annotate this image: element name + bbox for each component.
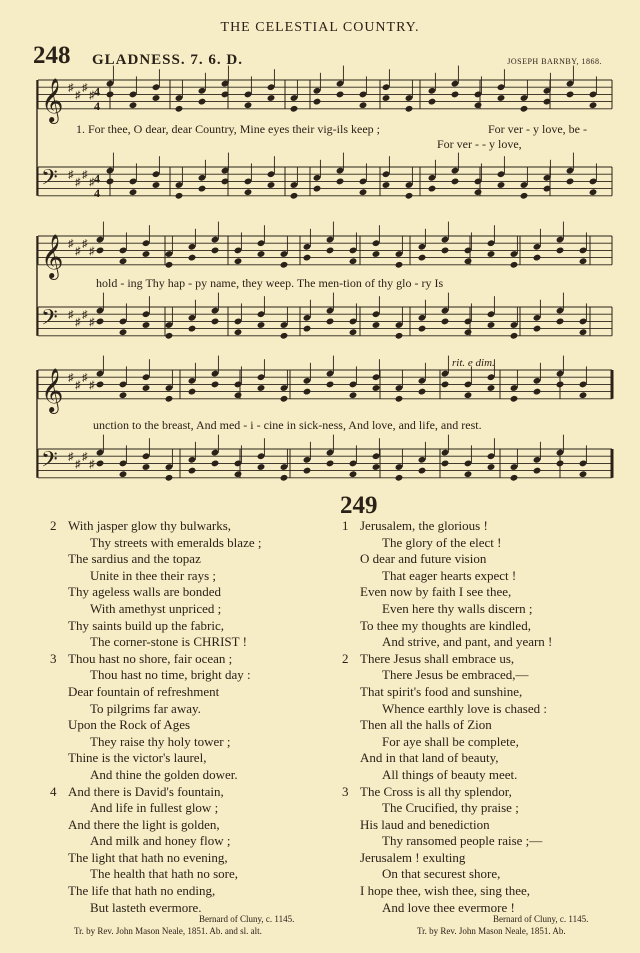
verse-line: [342, 784, 552, 801]
verse-line: [342, 535, 552, 552]
note-head: [234, 470, 243, 478]
verse-text: Thy saints build up the fabric,: [68, 617, 224, 633]
note-head: [165, 474, 174, 482]
note-head: [497, 181, 506, 189]
sharp-icon: ♯: [89, 379, 95, 392]
note-head: [119, 470, 128, 478]
note-head: [280, 474, 289, 482]
verse-line: [342, 684, 552, 701]
verse-line: [342, 833, 552, 850]
verse-line: [342, 601, 552, 618]
verse-line: [342, 618, 552, 635]
verse-line: [50, 817, 261, 834]
verse-line: [342, 850, 552, 867]
note-head: [267, 181, 276, 189]
note-head: [510, 395, 519, 403]
note-head: [349, 328, 358, 336]
note-head: [533, 388, 542, 396]
verse-line: [50, 684, 261, 701]
note-head: [474, 188, 483, 196]
note-head: [359, 101, 368, 109]
sharp-icon: ♯: [75, 316, 81, 329]
verse-line: [50, 734, 261, 751]
note-head: [579, 328, 588, 336]
note-head: [336, 91, 345, 99]
verse-number: 3: [342, 783, 349, 799]
verse-line: [342, 817, 552, 834]
note-head: [280, 395, 289, 403]
verse-line: [50, 883, 261, 900]
note-head: [405, 105, 414, 113]
verse-text: With jasper glow thy bulwarks,: [68, 518, 232, 533]
note-head: [188, 467, 197, 475]
note-head: [119, 257, 128, 265]
verse-text: To thee my thoughts are kindled,: [360, 617, 531, 633]
note-head: [290, 105, 299, 113]
verse-text: But lasteth evermore.: [90, 899, 202, 915]
verse-text: Even now by faith I see thee,: [360, 584, 512, 600]
note-head: [487, 250, 496, 258]
author-credit-249: Bernard of Cluny, c. 1145.: [493, 914, 589, 924]
verse-text: The glory of the elect !: [382, 534, 502, 550]
verse-line: [50, 551, 261, 568]
sharp-icon: ♯: [75, 458, 81, 471]
note-head: [142, 463, 151, 471]
note-head: [303, 467, 312, 475]
note-head: [257, 384, 266, 392]
verse-text: Unite in thee their rays ;: [90, 567, 216, 583]
note-head: [474, 101, 483, 109]
note-head: [395, 474, 404, 482]
sharp-icon: ♯: [82, 451, 88, 464]
sharp-icon: ♯: [82, 309, 88, 322]
note-head: [142, 321, 151, 329]
sharp-icon: ♯: [68, 372, 74, 385]
sharp-icon: ♯: [68, 238, 74, 251]
note-head: [234, 257, 243, 265]
note-head: [556, 460, 565, 468]
note-head: [464, 257, 473, 265]
note-head: [211, 247, 220, 255]
note-head: [464, 328, 473, 336]
treble-clef-icon: 𝄞: [41, 77, 64, 122]
note-head: [441, 460, 450, 468]
note-head: [372, 384, 381, 392]
verse-text: And thine the golden dower.: [90, 766, 238, 782]
note-head: [313, 98, 322, 106]
note-head: [326, 247, 335, 255]
verse-text: Thine is the victor's laurel,: [68, 750, 207, 766]
note-head: [129, 101, 138, 109]
verse-text: The Cross is all thy splendor,: [360, 783, 512, 799]
sharp-icon: ♯: [82, 169, 88, 182]
verse-number: 1: [342, 518, 349, 533]
note-head: [211, 381, 220, 389]
sharp-icon: ♯: [82, 82, 88, 95]
verse-text: There Jesus be embraced,—: [382, 667, 529, 683]
verse-line: [50, 767, 261, 784]
verse-text: Jerusalem, the glorious !: [360, 518, 488, 533]
note-head: [487, 463, 496, 471]
verse-text: Dear fountain of refreshment: [68, 683, 220, 699]
note-head: [119, 391, 128, 399]
note-head: [451, 91, 460, 99]
verse-line: [50, 750, 261, 767]
note-head: [290, 192, 299, 200]
note-head: [234, 391, 243, 399]
lyric-line-3: unction to the breast, And med - i - cine in sick-ness, And love, and life, and rest.: [93, 418, 482, 432]
note-head: [441, 318, 450, 326]
note-head: [211, 460, 220, 468]
verse-line: [342, 667, 552, 684]
note-head: [165, 395, 174, 403]
hymn-number-248: 248: [33, 42, 71, 69]
verse-line: [342, 634, 552, 651]
verse-number: 2: [50, 518, 57, 533]
verse-text: On that securest shore,: [382, 866, 501, 882]
note-head: [96, 460, 105, 468]
verse-line: [50, 535, 261, 552]
note-head: [129, 188, 138, 196]
note-head: [106, 178, 115, 186]
note-head: [497, 94, 506, 102]
note-head: [326, 318, 335, 326]
verse-text: The Crucified, thy praise ;: [382, 800, 519, 816]
tune-name: GLADNESS. 7. 6. D.: [92, 52, 243, 68]
verse-text: The corner-stone is CHRIST !: [90, 634, 247, 650]
verse-number: 2: [342, 650, 349, 666]
verse-line: [50, 850, 261, 867]
note-head: [336, 178, 345, 186]
note-head: [326, 381, 335, 389]
note-head: [510, 261, 519, 269]
verse-text: Thou hast no time, bright day :: [90, 667, 251, 683]
note-head: [520, 105, 529, 113]
sharp-icon: ♯: [82, 372, 88, 385]
note-head: [280, 332, 289, 340]
verse-line: [342, 551, 552, 568]
verse-text: That spirit's food and sunshine,: [360, 683, 523, 699]
note-head: [428, 98, 437, 106]
note-head: [372, 250, 381, 258]
verse-text: All things of beauty meet.: [382, 766, 518, 782]
verse-text: His laud and benediction: [360, 816, 490, 832]
verse-text: Jerusalem ! exulting: [360, 849, 466, 865]
note-head: [464, 391, 473, 399]
verse-text: The sardius and the topaz: [68, 551, 201, 567]
treble-clef-icon: 𝄞: [41, 233, 64, 278]
verse-text: The light that hath no evening,: [68, 849, 228, 865]
note-head: [257, 321, 266, 329]
note-head: [487, 321, 496, 329]
note-head: [234, 328, 243, 336]
note-head: [395, 395, 404, 403]
note-head: [257, 463, 266, 471]
verse-text: To pilgrims far away.: [90, 700, 201, 716]
verse-line: [50, 667, 261, 684]
note-head: [382, 94, 391, 102]
note-head: [428, 185, 437, 193]
note-head: [175, 105, 184, 113]
note-head: [556, 381, 565, 389]
note-head: [359, 188, 368, 196]
note-head: [198, 185, 207, 193]
verse-line: [342, 518, 552, 535]
verse-line: [50, 518, 261, 535]
verse-line: [342, 717, 552, 734]
sharp-icon: ♯: [75, 89, 81, 102]
lyric-line-1c: For ver - - y love,: [437, 137, 522, 151]
verse-text: Thy ageless walls are bonded: [68, 584, 222, 600]
verse-text: Whence earthly love is chased :: [382, 700, 547, 716]
note-head: [372, 463, 381, 471]
verse-text: And there is David's fountain,: [68, 783, 224, 799]
sharp-icon: ♯: [82, 238, 88, 251]
note-head: [142, 384, 151, 392]
sharp-icon: ♯: [89, 245, 95, 258]
verse-line: [50, 584, 261, 601]
note-head: [579, 257, 588, 265]
note-head: [175, 192, 184, 200]
note-head: [510, 474, 519, 482]
sharp-icon: ♯: [89, 458, 95, 471]
verse-text: I hope thee, wish thee, sing thee,: [360, 883, 531, 899]
lyric-line-1a: 1. For thee, O dear, dear Country, Mine eyes their vig-ils keep ;: [76, 122, 380, 136]
page-title: THE CELESTIAL COUNTRY.: [220, 20, 420, 35]
verse-line: [342, 883, 552, 900]
verse-text: Then all the halls of Zion: [360, 717, 492, 733]
note-head: [96, 381, 105, 389]
note-head: [418, 388, 427, 396]
lyric-line-1b: For ver - y love, be -: [488, 122, 587, 136]
note-head: [487, 384, 496, 392]
note-head: [188, 254, 197, 262]
time-signature: 4: [94, 185, 100, 200]
note-head: [152, 94, 161, 102]
verse-line: [50, 601, 261, 618]
author-credit-248: Bernard of Cluny, c. 1145.: [199, 914, 295, 924]
note-head: [211, 318, 220, 326]
treble-clef-icon: 𝄞: [41, 367, 64, 412]
verse-text: That eager hearts expect !: [382, 567, 517, 583]
note-head: [303, 254, 312, 262]
verses-hymn-248: [50, 518, 261, 916]
note-head: [533, 254, 542, 262]
note-head: [464, 470, 473, 478]
hymn-number-249: 249: [340, 492, 378, 519]
time-signature: 4: [94, 98, 100, 113]
verse-line: [342, 651, 552, 668]
tempo-marking: rit. e dim.: [452, 357, 495, 369]
verse-line: [50, 634, 261, 651]
note-head: [198, 98, 207, 106]
sharp-icon: ♯: [89, 89, 95, 102]
bass-clef-icon: 𝄢: [41, 447, 58, 478]
note-head: [451, 178, 460, 186]
verse-line: [342, 767, 552, 784]
verse-line: [50, 568, 261, 585]
note-head: [372, 321, 381, 329]
note-head: [533, 467, 542, 475]
verse-line: [342, 800, 552, 817]
sharp-icon: ♯: [89, 316, 95, 329]
note-head: [418, 254, 427, 262]
note-head: [349, 391, 358, 399]
time-signature: 4: [94, 171, 100, 186]
verse-line: [50, 618, 261, 635]
note-head: [579, 391, 588, 399]
sharp-icon: ♯: [89, 176, 95, 189]
note-head: [418, 467, 427, 475]
bass-clef-icon: 𝄢: [41, 305, 58, 336]
sharp-icon: ♯: [68, 169, 74, 182]
note-head: [520, 192, 529, 200]
note-head: [566, 178, 575, 186]
verse-line: [50, 717, 261, 734]
verse-line: [50, 833, 261, 850]
verse-text: And milk and honey flow ;: [90, 833, 231, 849]
verse-text: The life that hath no ending,: [68, 883, 216, 899]
note-head: [566, 91, 575, 99]
verse-line: [50, 866, 261, 883]
verses-hymn-249: [342, 518, 552, 916]
note-head: [244, 101, 253, 109]
verse-text: O dear and future vision: [360, 551, 487, 567]
verse-text: And in that land of beauty,: [360, 750, 499, 766]
note-head: [349, 470, 358, 478]
note-head: [165, 261, 174, 269]
composer-credit: JOSEPH BARNBY, 1868.: [507, 57, 602, 66]
verse-line: [50, 651, 261, 668]
note-head: [556, 318, 565, 326]
verse-text: There Jesus shall embrace us,: [360, 650, 515, 666]
verse-line: [342, 734, 552, 751]
note-head: [418, 325, 427, 333]
verse-text: With amethyst unpriced ;: [90, 600, 222, 616]
note-head: [441, 381, 450, 389]
note-head: [382, 181, 391, 189]
note-head: [152, 181, 161, 189]
note-head: [257, 250, 266, 258]
verse-line: [342, 584, 552, 601]
note-head: [556, 247, 565, 255]
bass-clef-icon: 𝄢: [41, 165, 58, 196]
note-head: [303, 325, 312, 333]
verse-text: They raise thy holy tower ;: [90, 733, 231, 749]
note-head: [349, 257, 358, 265]
note-head: [510, 332, 519, 340]
lyric-line-2: hold - ing Thy hap - py name, they weep. The men-tion of thy glo - ry Is: [96, 276, 444, 290]
sharp-icon: ♯: [75, 245, 81, 258]
verse-line: [50, 800, 261, 817]
verse-text: And strive, and pant, and yearn !: [382, 634, 553, 650]
verse-number: 4: [50, 783, 57, 799]
note-head: [280, 261, 289, 269]
note-head: [165, 332, 174, 340]
verse-line: [342, 750, 552, 767]
note-head: [244, 188, 253, 196]
verse-text: Thy ransomed people raise ;—: [382, 833, 543, 849]
verse-text: The health that hath no sore,: [90, 866, 239, 882]
verse-line: [342, 866, 552, 883]
note-head: [395, 332, 404, 340]
note-head: [441, 247, 450, 255]
note-head: [313, 185, 322, 193]
note-head: [267, 94, 276, 102]
note-head: [142, 250, 151, 258]
note-head: [589, 101, 598, 109]
sharp-icon: ♯: [75, 176, 81, 189]
verse-line: [342, 701, 552, 718]
verse-text: For aye shall be complete,: [382, 733, 519, 749]
verse-text: Upon the Rock of Ages: [68, 717, 191, 733]
note-head: [533, 325, 542, 333]
sharp-icon: ♯: [68, 309, 74, 322]
verse-line: [50, 701, 261, 718]
verse-text: And love thee evermore !: [382, 899, 515, 915]
note-head: [119, 328, 128, 336]
note-head: [96, 318, 105, 326]
note-head: [579, 470, 588, 478]
sharp-icon: ♯: [68, 82, 74, 95]
translator-credit-249: Tr. by Rev. John Mason Neale, 1851. Ab.: [417, 926, 566, 936]
verse-number: 3: [50, 650, 57, 666]
note-head: [326, 460, 335, 468]
translator-credit-248: Tr. by Rev. John Mason Neale, 1851. Ab. and sl. alt.: [74, 926, 262, 936]
verse-text: And life in fullest glow ;: [90, 800, 219, 816]
verse-text: Even here thy walls discern ;: [382, 600, 533, 616]
note-head: [395, 261, 404, 269]
verse-text: Thy streets with emeralds blaze ;: [90, 534, 262, 550]
sharp-icon: ♯: [75, 379, 81, 392]
verse-text: Thou hast no shore, fair ocean ;: [68, 650, 233, 666]
sharp-icon: ♯: [68, 451, 74, 464]
note-head: [106, 91, 115, 99]
note-head: [188, 388, 197, 396]
note-head: [188, 325, 197, 333]
verse-text: And there the light is golden,: [68, 816, 220, 832]
note-head: [405, 192, 414, 200]
note-head: [589, 188, 598, 196]
note-head: [303, 388, 312, 396]
note-head: [96, 247, 105, 255]
time-signature: 4: [94, 84, 100, 99]
verse-line: [50, 784, 261, 801]
verse-line: [342, 568, 552, 585]
